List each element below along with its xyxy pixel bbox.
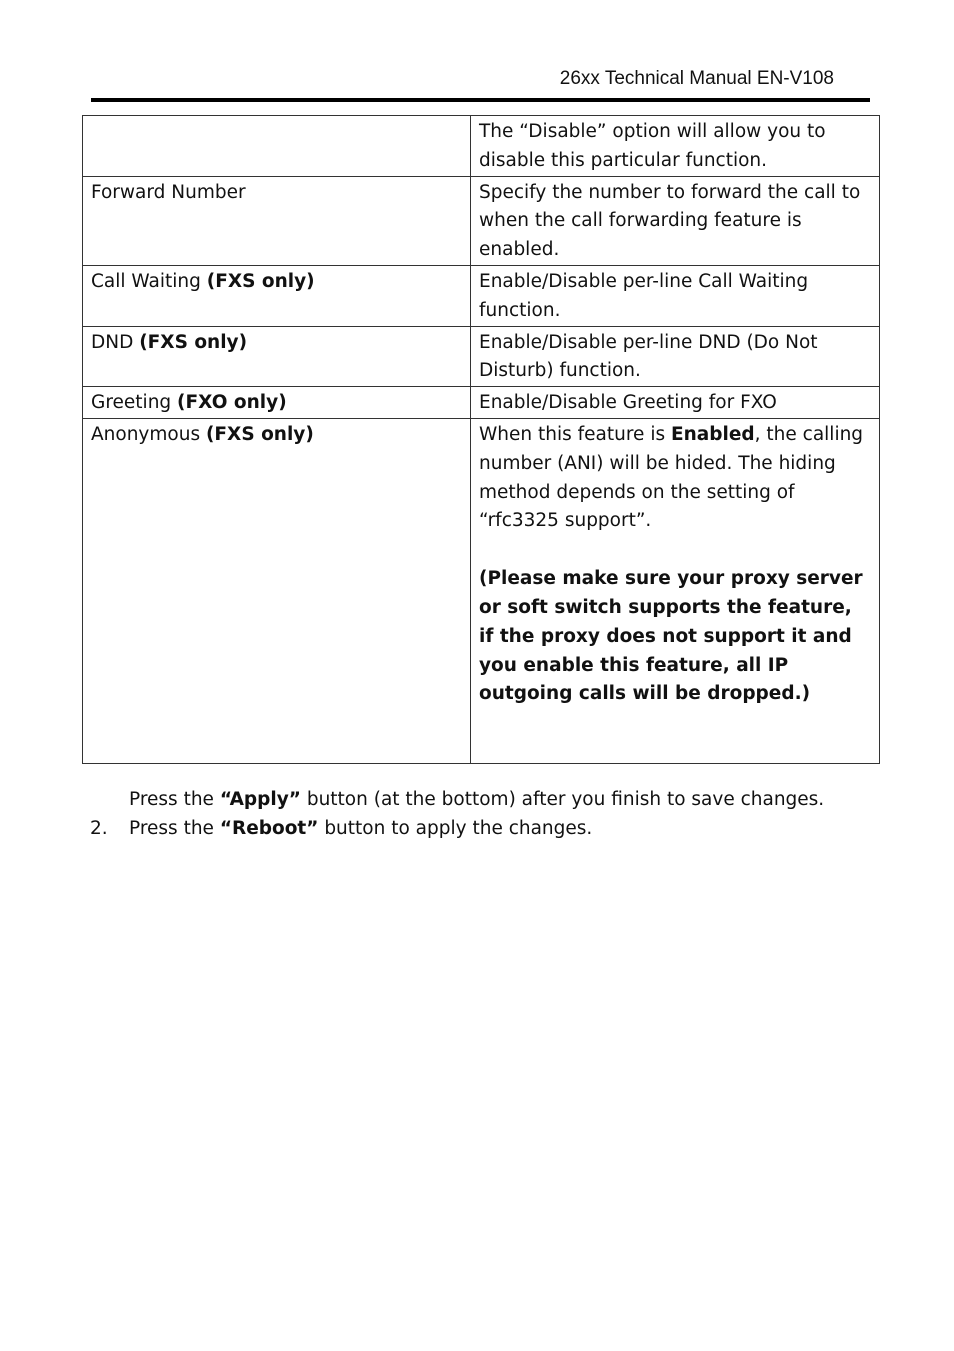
param-scope: (FXS only) bbox=[139, 331, 248, 353]
param-name-cell bbox=[83, 265, 471, 326]
param-description: Enable/Disable Greeting for FXO bbox=[479, 392, 777, 414]
table-row bbox=[83, 176, 880, 265]
step-button-name: “Apply” bbox=[219, 789, 301, 810]
param-desc-cell bbox=[471, 326, 880, 387]
header-rule bbox=[91, 98, 870, 102]
param-name-cell bbox=[83, 387, 471, 419]
param-desc-cell bbox=[471, 265, 880, 326]
instruction-steps bbox=[90, 785, 890, 843]
param-name: Greeting bbox=[91, 392, 178, 414]
step-number: 2. bbox=[90, 818, 108, 839]
param-warning-note: (Please make sure your proxy server or soft switch supports the feature, if the proxy does not support it and you enable this feature, all IP outgoing calls will be dropped.) bbox=[479, 568, 863, 705]
step-button-name: “Reboot” bbox=[219, 818, 319, 839]
param-name-cell bbox=[83, 326, 471, 387]
param-scope: (FXS only) bbox=[205, 423, 314, 445]
param-name: Forward Number bbox=[91, 181, 246, 203]
param-name-cell bbox=[83, 116, 471, 177]
table-row bbox=[83, 418, 880, 763]
param-name-cell bbox=[83, 418, 471, 763]
param-name: Anonymous bbox=[91, 423, 206, 445]
page-header-title: 26xx Technical Manual EN-V108 bbox=[559, 68, 834, 89]
param-name: Call Waiting bbox=[91, 270, 207, 292]
param-scope: (FXO only) bbox=[177, 392, 287, 414]
table-row bbox=[83, 387, 880, 419]
param-name: DND bbox=[91, 331, 140, 353]
step-text: Press the bbox=[129, 818, 220, 839]
param-scope: (FXS only) bbox=[206, 270, 315, 292]
param-description: The “Disable” option will allow you to disable this particular function. bbox=[479, 121, 826, 171]
step-text: Press the bbox=[129, 789, 220, 810]
param-description bbox=[479, 421, 871, 536]
step-item bbox=[90, 785, 890, 814]
desc-emphasis: Enabled bbox=[670, 423, 755, 445]
desc-text: When this feature is bbox=[479, 423, 671, 445]
param-name-cell bbox=[83, 176, 471, 265]
table-row bbox=[83, 265, 880, 326]
step-text: button (at the bottom) after you finish to save changes. bbox=[300, 789, 825, 810]
param-desc-cell bbox=[471, 116, 880, 177]
param-description: Enable/Disable per-line DND (Do Not Disturb) function. bbox=[479, 331, 818, 382]
desc-text: , the calling number (ANI) will be hided. The hiding method depends on the setting of “rfc3325 support”. bbox=[479, 423, 864, 532]
parameter-table bbox=[82, 115, 880, 764]
param-desc-cell bbox=[471, 387, 880, 419]
param-description: Specify the number to forward the call to when the call forwarding feature is enabled. bbox=[479, 181, 861, 261]
paragraph-gap bbox=[479, 536, 871, 565]
step-item bbox=[90, 814, 890, 843]
param-desc-cell bbox=[471, 176, 880, 265]
param-desc-cell bbox=[471, 418, 880, 763]
step-text: button to apply the changes. bbox=[318, 818, 593, 839]
param-description: Enable/Disable per-line Call Waiting function. bbox=[479, 270, 809, 321]
table-row bbox=[83, 116, 880, 177]
table-row bbox=[83, 326, 880, 387]
